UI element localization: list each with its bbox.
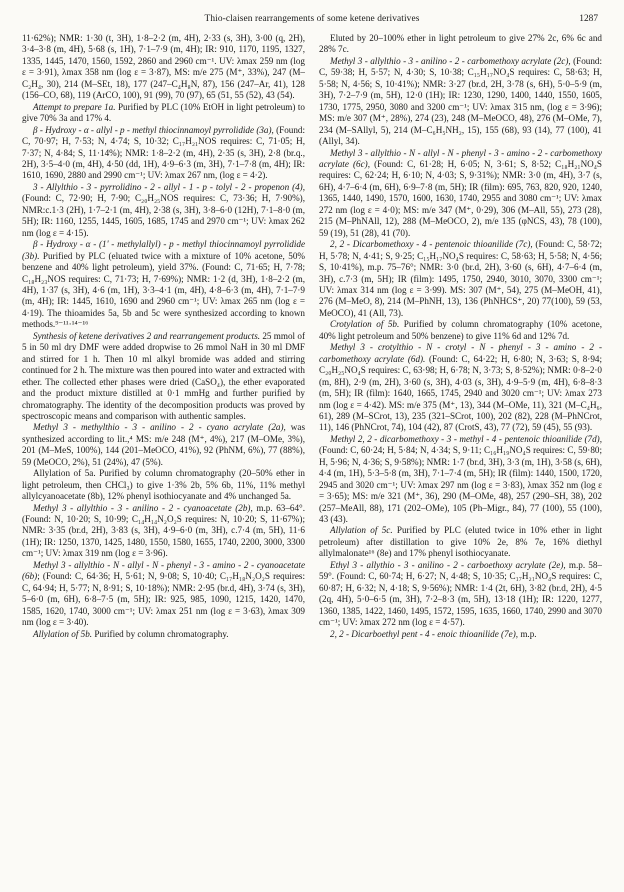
section-heading: Crotylation of 5b. (330, 319, 400, 330)
section-heading: Methyl 3 - allylthio - N - allyl - N - phenyl - 3 - amino - 2 - carbomethoxy acrylate (6c), (319, 147, 602, 169)
paragraph-text: Eluted by 20–100% ether in light petroleum to give 27% 2c, 6% 6c and 28% 7c. (319, 33, 602, 55)
section-heading: Methyl 3 - allylthio - 3 - anilino - 2 - cyanoacetate (2b), (33, 502, 253, 513)
paragraph (319, 629, 602, 640)
section-heading: Allylation of 5c. (330, 525, 393, 536)
paragraph (319, 239, 602, 319)
paragraph (319, 33, 602, 56)
paragraph (319, 56, 602, 148)
section-heading: Methyl 3 - allylthio - 3 - anilino - 2 - carbomethoxy acrylate (2c), (330, 55, 571, 66)
section-heading: Methyl 3 - methylthio - 3 - anilino - 2 - cyano acrylate (2a), (33, 422, 286, 433)
paragraph (319, 525, 602, 559)
paragraph-text: Purified by column chromatography (10% acetone, 40% light petroleum and 50% benzene) to give 11% 6d and 12% 7d. (319, 319, 602, 341)
paragraph (319, 342, 602, 434)
running-title: Thio-claisen rearrangements of some ketene derivatives (204, 14, 420, 24)
paragraph (22, 468, 305, 502)
running-head (22, 12, 602, 28)
page-number: 1287 (579, 14, 598, 24)
paragraph-text: 11·62%); NMR: 1·30 (t, 3H), 1·8–2·2 (m, 4H), 2·33 (s, 3H), 3·00 (q, 2H), 3·4–3·8 (m, 4H), 5·68 (s, 1H), 7·1–7·9 (m, 4H); IR: 910, 1170, 1195, 1327, 1335, 1445, 1470, 1560, 1592, 2860 and 2960 cm⁻¹. UV: λmax 259 nm (log ε = 3·91), λmax 358 nm (log ε = 3·87), MS: m/e 275 (M⁺, 33%), 247 (M–C₂H₄, 30), 214 (M–SEt, 18), 177 (247–C₄H₈N, 87), 156 (247–Ar, 41), 128 (156–CO, 68), 119 (ArCO, 100), 91 (99), 70 (97), 65 (51, 55 (52), 43 (54). (22, 33, 305, 101)
paragraph-text: Purified by PLC (eluated twice with a mixture of 10% acetone, 50% benzene and 40% light petroleum), yield 37%. (Found: C, 71·65; H, 7·78; C₁₈H₂₃NOS requires: C, 71·73; H, 7·69%); NMR: 1·2 (d, 3H), 1·8–2·2 (m, 4H), 1·37 (s, 3H), 4·6 (m, 1H), 3·3–4·1 (m, 4H), 4·8–6·3 (m, 4H), 7·1–7·9 (m, 4H); IR: 1445, 1610, 1690 and 2960 cm⁻¹; UV: λmax 265 nm (log ε = 4·19). The thioamides 5a, 5b and 5c were synthesized according to known methods.⁹⁻¹¹·¹⁴⁻¹⁶ (22, 250, 305, 330)
paragraph-text: was synthesized according to lit.,⁴ MS: m/e 248 (M⁺, 4%), 217 (M–OMe, 3%), 201 (M–MeS, 100%), 144 (201–MeOCO, 41%), 92 (PhNM, 6%), 77 (88%), 59 (MeOCO, 2%), 51 (24%), 47 (5%). (22, 422, 305, 467)
paragraph (22, 125, 305, 182)
section-heading: β - Hydroxy - α - (1' - methylallyl) - p - methyl thiocinnamoyl pyrrolidide (3b). (22, 239, 305, 261)
paragraph (319, 319, 602, 342)
paragraph-text: ; (Found: C, 64·36; H, 5·61; N, 9·08; S, 10·40; C₁₇H₁₈N₂O₂S requires: C, 64·94; H, 5·77; N, 8·91; S, 10·18%); NMR: 2·95 (br.d, 4H), 3·74 (s, 3H), 5–6·0 (m, 6H), 6·8–7·5 (m, 5H); IR: 925, 985, 1090, 1215, 1420, 1470, 1585, 1620, 1740, 3000 cm⁻¹; UV: λmax 251 nm (log ε = 3·63), λmax 309 nm (log ε = 3·40). (22, 571, 305, 628)
paragraph-text: (Found: C, 61·28; H, 6·05; N, 3·61; S, 8·52; C₁₈H₂₁NO₄S requires: C, 62·24; H, 6·10; N, 4·03; S, 9·31%); NMR: 3·0 (m, 4H), 3·7 (s, 6H), 4·7–6·4 (m, 6H), 6·9–7·8 (m, 5H); IR (film): 695, 763, 820, 920, 1240, 1365, 1440, 1490, 1570, 1600, 1630, 1740, 2955 and 3080 cm⁻¹; UV: λmax 272 nm (log ε = 4·0); MS: m/e 347 (M⁺, 0·29), 306 (M–All, 55), 273 (28), 215 (M–PhNAll, 12), 288 (M–MeOCO, 2), m/e 135 (φNCS, 43), 78 (100), 59 (19), 51 (28), 41 (70). (319, 158, 603, 238)
paragraph-text: 25 mmol of 5 in 50 ml dry DMF were added dropwise to 26 mmol NaH in 30 ml DMF and stirred for 1 h. Then 10 ml alkyl bromide was added and stirring continued for 2 h. The mixture was then poured into water and extracted with ether. The collected ether phases were dried (CaSO₄), the ether evaporated and the product mixture distilled at 0·1 mmHg and further purified by chromatography. The identity of the decomposition products was proved by spectroscopic means and comparison with authentic samples. (22, 330, 305, 421)
paragraph (22, 331, 305, 423)
paragraph (22, 239, 305, 331)
section-heading: 3 - Allylthio - 3 - pyrrolidino - 2 - allyl - 1 - p - tolyl - 2 - propenon (4), (33, 181, 305, 192)
paragraph-text: (Found: C, 60·24; H, 5·84; N, 4·34; S, 9·11; C₁₆H₁₉NO₄S requires: C, 59·80; H, 5·96; N, 4·36; S, 9·58%); NMR: 1·7 (br.d, 3H), 3·3 (m, 1H), 3·58 (s, 6H), 4·4 (m, 1H), 5·3–5·8 (m, 3H), 7·1–7·4 (m, 5H); IR (film): 1440, 1500, 1720, 2945 and 3020 cm⁻¹; UV: λmax 297 nm (log ε = 3·83), λmax 352 nm (log ε = 3·65); MS: m/e 321 (M⁺, 36), 290 (M–OMe, 48), 257 (290–SH, 38), 202 (257–MeAll, 88), 171 (202–OMe), 105 (Ph–Migr., 84), 77 (100), 55 (100), 43 (43). (319, 445, 602, 525)
paragraph (22, 182, 305, 239)
paragraph (22, 503, 305, 560)
section-heading: 2, 2 - Dicarbomethoxy - 4 - pentenoic thioanilide (7c), (330, 239, 533, 250)
paragraph (22, 560, 305, 629)
paragraph-text: Purified by PLC (eluted twice in 10% ether in light petroleum) after distillation to give 10% 2e, 8% 7e, 16% diethyl allylmalonate¹⁶ (8e) and 17% phenyl isothiocyanate. (319, 525, 602, 559)
section-heading: Methyl 2, 2 - dicarbomethoxy - 3 - methyl - 4 - pentenoic thioanilide (7d), (330, 433, 602, 444)
paragraph-text: Purified by column chromatography. (92, 628, 229, 639)
section-heading: Attempt to prepare 1a. (33, 101, 116, 112)
paragraph-text: Allylation of 5a. Purified by column chromatography (20–50% ether in light petroleum, then CHCl₃) to give 1·3% 2b, 5% 6b, 11%, 11% methyl allylcyanoacetate (8b), 12% phenyl isothiocyanate and 4% unchanged 5a. (22, 468, 305, 502)
paragraph-text: (Found: C, 64·22; H, 6·80; N, 3·63; S, 8·94; C₂₀H₂₅NO₄S requires: C, 63·98; H, 6·78; N, 3·73; S, 8·52%); NMR: 0·8–2·0 (m, 8H), 2·9 (m, 2H), 3·60 (s, 3H), 4·03 (s, 3H), 4·9–5·9 (m, 4H), 6·8–8·3 (m, 5H); IR (film): 1640, 1665, 1745, 2940 and 3020 cm⁻¹; UV: λmax 273 nm (log ε = 4·42). MS: m/e 375 (M⁺, 13), 344 (M–OMe, 11), 321 (M–C₄H₆, 61), 289 (M–SCrot, 13), 235 (321–SCrot, 100), 202 (82), 228 (M–PhNCrot, 11), 146 (PhNCrot, 74), 104 (42), 87 (CrotS, 43), 77 (72), 59 (45), 55 (93). (319, 353, 602, 433)
section-heading: 2, 2 - Dicarboethyl pent - 4 - enoic thioanilide (7e), (330, 628, 519, 639)
section-heading: Methyl 3 - crotylthio - N - crotyl - N - phenyl - 3 - amino - 2 - carbomethoxy acrylate (6d). (319, 342, 602, 364)
paragraph-text: m.p. 58–59°. (Found: C, 60·74; H, 6·27; N, 4·48; S, 10·35; C₁₇H₂₁NO₄S requires: C, 60·87; H, 6·32; N, 4·18; S, 9·56%); NMR: 1·4 (2t, 6H), 3·82 (br.d, 2H), 4·5 (2q, 4H), 5·0–6·5 (m, 3H), 7·2–8·3 (m, 5H), 13·18 (1H); IR: 1220, 1277, 1360, 1385, 1422, 1460, 1495, 1572, 1595, 1635, 1660, 1740, 2990 and 3070 cm⁻¹; UV: λmax 272 nm (log ε = 4·57). (319, 559, 602, 628)
section-heading: Allylation of 5b. (33, 628, 93, 639)
paragraph-text: (Found: C, 72·90; H, 7·90; C₂₀H₂₅NOS requires: C, 73·36; H, 7·90%), NMR:c.1·3 (2H), 1·7–2·1 (m, 4H), 2·38 (s, 3H), 3·8–6·0 (12H), 7·1–8·0 (m, 5H); IR: 1160, 1255, 1445, 1605, 1685, 1745 and 2970 cm⁻¹; UV: λmax 262 nm (log ε = 4·15). (22, 193, 305, 238)
paragraph-text: Purified by PLC (10% EtOH in light petroleum) to give 70% 3a and 17% 4. (22, 101, 305, 124)
paragraph (22, 422, 305, 468)
paragraph-text: (Found: C, 58·72; H, 5·78; N, 4·41; S, 9·25; C₁₅H₁₇NO₄S requires: C, 58·63; H, 5·58; N, 4·56; S, 10·41%), m.p. 75–76°; NMR: 3·0 (br.d, 2H), 3·60 (s, 6H), 4·7–6·4 (m, 3H), c.7·3 (m, 5H); IR (film): 1495, 1750, 2940, 3010, 3070, 3300 cm⁻¹; UV: λmax 314 nm (log ε = 3·99). MS: 307 (M⁺, 54), 275 (M–MeOH, 41), 276 (M–MeO, 8), 214 (M–PhNH, 13), 136 (PhNHCS⁺, 20) 77(100), 59 (53, MeOCO), 41 (All, 73). (319, 239, 603, 318)
right-column (319, 33, 602, 640)
section-heading: Synthesis of ketene derivatives 2 and rearrangement products. (33, 330, 261, 341)
section-heading: Ethyl 3 - allythio - 3 - anilino - 2 - carboethoxy acrylate (2e), (330, 559, 566, 570)
two-column-body (22, 33, 602, 640)
paragraph (22, 33, 305, 102)
paragraph-text: m.p. 63–64°. (Found: N, 10·20; S, 10·99; C₁₄H₁₄N₂O₂S requires: N, 10·20; S, 11·67%); NMR: 3·35 (br.d, 2H), 3·83 (s, 3H), 4·9–6·0 (m, 3H), c.7·4 (m, 5H), 11·6 (1H); IR: 1250, 1370, 1425, 1480, 1550, 1580, 1655, 1740, 2200, 3000, 3300 cm⁻¹; UV: λmax 319 nm (log ε = 3·96). (22, 502, 305, 559)
section-heading: β - Hydroxy - α - allyl - p - methyl thiocinnamoyl pyrrolidide (3a), (33, 124, 274, 135)
paragraph (319, 148, 602, 240)
paragraph-text: (Found: C, 59·38; H, 5·57; N, 4·30; S, 10·38; C₁₅H₁₇NO₄S requires: C, 58·63; H, 5·58; N, 4·56; S, 10·41%); NMR: 3·27 (br.d, 2H, 3·78 (s, 6H), 5·0–5·9 (m, 3H), 7·2–7·9 (m, 5H), 12·0 (1H); IR: 1230, 1290, 1400, 1440, 1550, 1605, 1730, 1775, 2950, 3080 and 3200 cm⁻¹; UV: λmax 315 nm, (log ε = 3·96); MS: m/e 307 (M⁺, 28%), 274 (23), 248 (M–MeOCO, 48), 276 (M–OMe, 7), 234 (M–SAllyl, 5), 214 (M–C₆H₅NH₂, 15), 155 (68), 93 (14), 77 (100), 41 (Allyl, 34). (319, 55, 603, 147)
paragraph (319, 560, 602, 629)
left-column (22, 33, 305, 640)
section-heading: Methyl 3 - allylthio - N - allyl - N - phenyl - 3 - amino - 2 - cyanoacetate (6b) (22, 559, 305, 582)
paragraph (319, 434, 602, 526)
paragraph-text: (Found: C, 70·97; H, 7·53; N, 4·74; S, 10·32; C₁₇H₂₁NOS requires: C, 71·05; H, 7·37; N, 4·84; S, 11·14%); NMR: 1·8–2·2 (m, 4H), 2·35 (s, 3H), 2·8 (br.q., 2H), 3·5–4·0 (m, 4H), 4·50 (dd, 1H), 4·9–6·3 (m, 3H), 7·1–7·8 (m, 4H); IR: 1610, 1690, 2880 and 2990 cm⁻¹; UV: λmax 267 nm, (log ε = 4·2). (22, 124, 305, 181)
paragraph-text: m.p. (518, 628, 537, 639)
paragraph (22, 102, 305, 125)
paragraph (22, 629, 305, 640)
